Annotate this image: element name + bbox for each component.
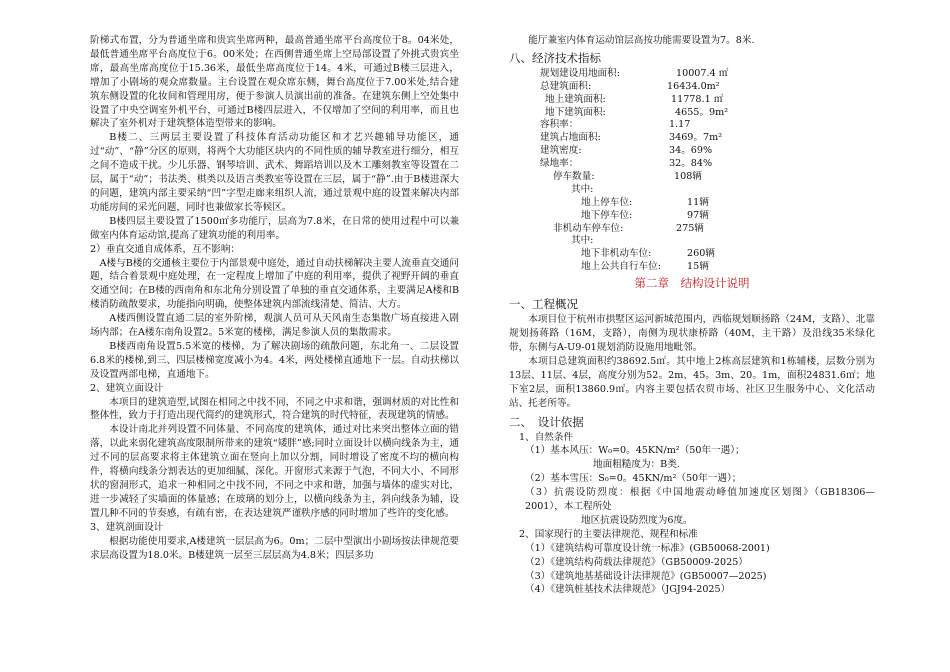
paragraph-seating: 阶梯式布置，分为普通坐席和贵宾坐席两种，最高普通坐席平台高度位于8。04米处，最低普通坐席平台高度位于6。00米处；在西侧普通坐席上空局部设置了外挑式贵宾坐席，最高坐席高度位于15.36米，最低坐席高度位于14。4米，可通过B楼三层进入，增加了小剧场的观众席数量。主台设置在观众席东侧，舞台高度位于7.00米处,结合建筑东侧设置的化妆间和管理用房，便于参演人员演出前的准备。在建筑东侧上空处集中设置了中央空调室外机平台，可通过B楼四层进入，不仅增加了空间的利用率，而且也解决了室外机对于建筑整体造型带来的影响。 xyxy=(90,35,459,130)
subheading-facade: 2、建筑立面设计 xyxy=(90,382,164,394)
econ-label: 总建筑面积: xyxy=(540,80,592,92)
econ-value: 34。69% xyxy=(669,145,713,157)
econ-value: 11辆 xyxy=(687,196,709,208)
econ-value: 10007.4 ㎡ xyxy=(676,67,729,79)
paragraph-b-stairs: B楼西南角设置5.5米宽的楼梯，为了解决剧场的疏散问题，东北角一、二层设置6.8米的楼梯,到三、四层楼梯宽度减小为4。4米，两处楼梯直通地下一层。自动扶梯以及设置两部电梯，直通地下。 xyxy=(90,340,459,380)
paragraph-facade-1: 本项目的建筑造型,试图在相同之中找不同，不同之中求和谐，强调材质的对比性和整体性，致力于打造出现代简约的建筑形式，符合建筑的时代特征，表现建筑的情感。 xyxy=(90,396,459,422)
econ-row xyxy=(509,248,839,261)
econ-label: 其中: xyxy=(571,235,594,247)
econ-row xyxy=(509,94,839,107)
econ-label: 其中: xyxy=(571,183,594,195)
econ-value: 1.17 xyxy=(669,119,691,131)
econ-label: 地下停车位: xyxy=(581,209,633,221)
econ-row xyxy=(509,261,839,274)
econ-label: 地下建筑面积: xyxy=(545,106,606,118)
right-column xyxy=(509,34,875,597)
econ-value: 275辆 xyxy=(676,222,704,234)
econ-row xyxy=(509,184,839,197)
paragraph-b-floor-2-3: B楼二、三两层主要设置了科技体育活动功能区和才艺兴趣辅导功能区，通过“动”、“静”分区的原则，将两个大功能区块内的不同性质的辅导教室进行细分，相互之间不造成干扰。少儿乐器、钢琴培训、武术、舞蹈培训以及木工雕刻教室等设置在二层，属于“动”；书法类、棋类以及语言类教室等设置在三层，属于“静”.由于B楼进深大的问题，建筑内部主要采纳“凹”字型走廊来组织人流，通过景观中庭的设置来解决内部功能房间的采光问题，同时也兼做家长等候区。 xyxy=(90,132,459,213)
econ-row xyxy=(509,68,839,81)
econ-row xyxy=(509,171,839,184)
section-overview-title: 一、工程概况 xyxy=(509,297,578,312)
econ-row xyxy=(509,158,839,171)
econ-value: 32。84% xyxy=(669,158,713,170)
basis-line: 1、自然条件 xyxy=(519,431,574,443)
econ-row xyxy=(509,107,839,120)
paragraph-escalators: A楼与B楼的交通核主要位于内部景观中庭处，通过自动扶梯解决主要人流垂直交通问题，结合着景观中庭处理，在一定程度上增加了中庭的利用率，提供了视野开阔的垂直交通空间；在B楼的西南角和东北角分别设置了单独的垂直交通体系，主要满足A楼和B楼消防疏散要求，功能指向明确，使整体建筑内部流线清楚、简洁、大方。 xyxy=(90,257,459,311)
econ-label: 规划建设用地面积: xyxy=(540,67,620,79)
left-column xyxy=(90,34,459,562)
basis-line: （2）基本雪压：S₀=0。45KN/m²（50年一遇）； xyxy=(525,473,742,485)
basis-line: （1）《建筑结构可靠度设计统一标准》(GB50068-2001) xyxy=(525,542,770,554)
econ-value: 3469。7m² xyxy=(669,132,723,144)
econ-title: 八、经济技术指标 xyxy=(509,50,601,65)
econ-label: 地上公共自行车位: xyxy=(581,261,661,273)
econ-row xyxy=(509,81,839,94)
econ-label: 建筑密度: xyxy=(540,145,582,157)
basis-line: （1）基本风压：W₀=0。45KN/m²（50年一遇）； xyxy=(525,445,745,457)
paragraph-area: 本项目总建筑面积约38692.5㎡。其中地上2栋高层建筑和1栋辅楼，层数分别为13层、11层、4层，高度分别为52。2m、45。3m、20。1m，面积24831.6㎡；地下室2层，面积13860.9㎡。内容主要包括农贸市场、社区卫生服务中心、文化活动站、托老所等。 xyxy=(509,355,875,409)
basis-line: （3）抗震设防烈度：根据《中国地震动峰值加速度区划图》（GB18306—2001），本工程所处 xyxy=(525,487,875,513)
econ-value: 4655。9m² xyxy=(675,106,729,118)
econ-row xyxy=(509,119,839,132)
econ-value: 108辆 xyxy=(674,171,702,183)
chapter-title: 第二章 结构设计说明 xyxy=(634,276,750,291)
subheading-vertical-traffic: 2）垂直交通自成体系，互不影响： xyxy=(90,243,241,255)
paragraph-b-floor-4: B楼四层主要设置了1500㎡多功能厅，层高为7.8米，在日常的使用过程中可以兼做室内体育运动馆,提高了建筑功能的利用率。 xyxy=(90,215,459,241)
basis-line: （2）《建筑结构荷载法律规范》（GB50009-2025） xyxy=(525,556,748,568)
econ-label: 非机动车停车位: xyxy=(553,222,624,234)
econ-label: 停车数量: xyxy=(553,171,595,183)
paragraph-floor-heights: 根据功能使用要求,A楼建筑一层层高为6。0m；二层中型演出小剧场按法律规范要求层高设置为18.0米。B楼建筑一层至三层层高为4.8米；四层多功 xyxy=(90,535,459,561)
paragraph-continuation: 能厅兼室内体育运动馆层高按功能需要设置为7。8米. xyxy=(528,35,755,46)
econ-value: 15辆 xyxy=(687,261,709,273)
econ-row xyxy=(509,210,839,223)
econ-label: 建筑占地面积: xyxy=(540,132,601,144)
econ-row xyxy=(509,132,839,145)
econ-value: 97辆 xyxy=(687,209,709,221)
basis-line: （3）《建筑地基基础设计法律规范》(GB50007—2025) xyxy=(525,570,767,582)
basis-line: 地面粗糙度为：B类. xyxy=(593,459,680,471)
econ-row xyxy=(509,235,839,248)
paragraph-a-stairs: A楼西侧设置直通二层的室外阶梯，观演人员可从天风南生态集散广场直接进入剧场内部；在A楼东南角设置2。5米宽的楼梯，满足参演人员的集散需求。 xyxy=(90,313,459,339)
basis-line: 地区抗震设防烈度为6度。 xyxy=(581,514,693,526)
subheading-section: 3、建筑剖面设计 xyxy=(90,521,164,533)
econ-value: 16434.0m² xyxy=(667,80,720,92)
section-basis-title: 二、 设计依据 xyxy=(509,414,584,429)
econ-label: 地上建筑面积: xyxy=(545,93,606,105)
econ-label: 容积率： xyxy=(540,119,579,131)
econ-row xyxy=(509,223,839,236)
econ-row xyxy=(509,197,839,210)
paragraph-facade-2: 本设计南北并列设置不同体量、不同高度的建筑体，通过对比来突出整体立面的错落，以此来弱化建筑高度限制所带来的建筑“矮胖”感;同时立面设计以横向线条为主，通过不同的层高要求将主体建筑立面在竖向上加以分割，同时增设了密度不均的横向构件，将横向线条分割表达的更加细腻、深化。开窗形式来源于气泡，不同大小、不同形状的窗洞形式，追求一种相同之中找不同，不同之中求和谐，加强与墙体的虚实对比，进一步减轻了实墙面的体量感；在玻璃的划分上，以横向线条为主，斜向线条为辅，设置几种不同的节奏感，有疏有密，在表达建筑严谨秩序感的同时增加了些许的变化感。 xyxy=(90,424,459,519)
econ-row xyxy=(509,145,839,158)
econ-label: 绿地率： xyxy=(540,158,579,170)
basis-line: （4）《建筑桩基技术法律规范》（JGJ94-2025） xyxy=(525,584,731,596)
basis-line: 2、国家现行的主要法律规范、规程和标准 xyxy=(519,528,698,540)
econ-label: 地下非机动车位: xyxy=(581,248,652,260)
econ-table xyxy=(509,68,839,274)
econ-value: 11778.1 ㎡ xyxy=(671,93,724,105)
paragraph-site: 本项目位于杭州市拱墅区运河新城范围内，西临规划顺扬路（24M，支路）、北靠规划扬蒋路（16M，支路），南侧为现状康桥路（40M，主干路）及沿线35米绿化带，东侧与A-U9-01规划消防设施用地毗邻。 xyxy=(509,314,875,353)
econ-value: 260辆 xyxy=(687,248,715,260)
econ-label: 地上停车位: xyxy=(581,196,633,208)
